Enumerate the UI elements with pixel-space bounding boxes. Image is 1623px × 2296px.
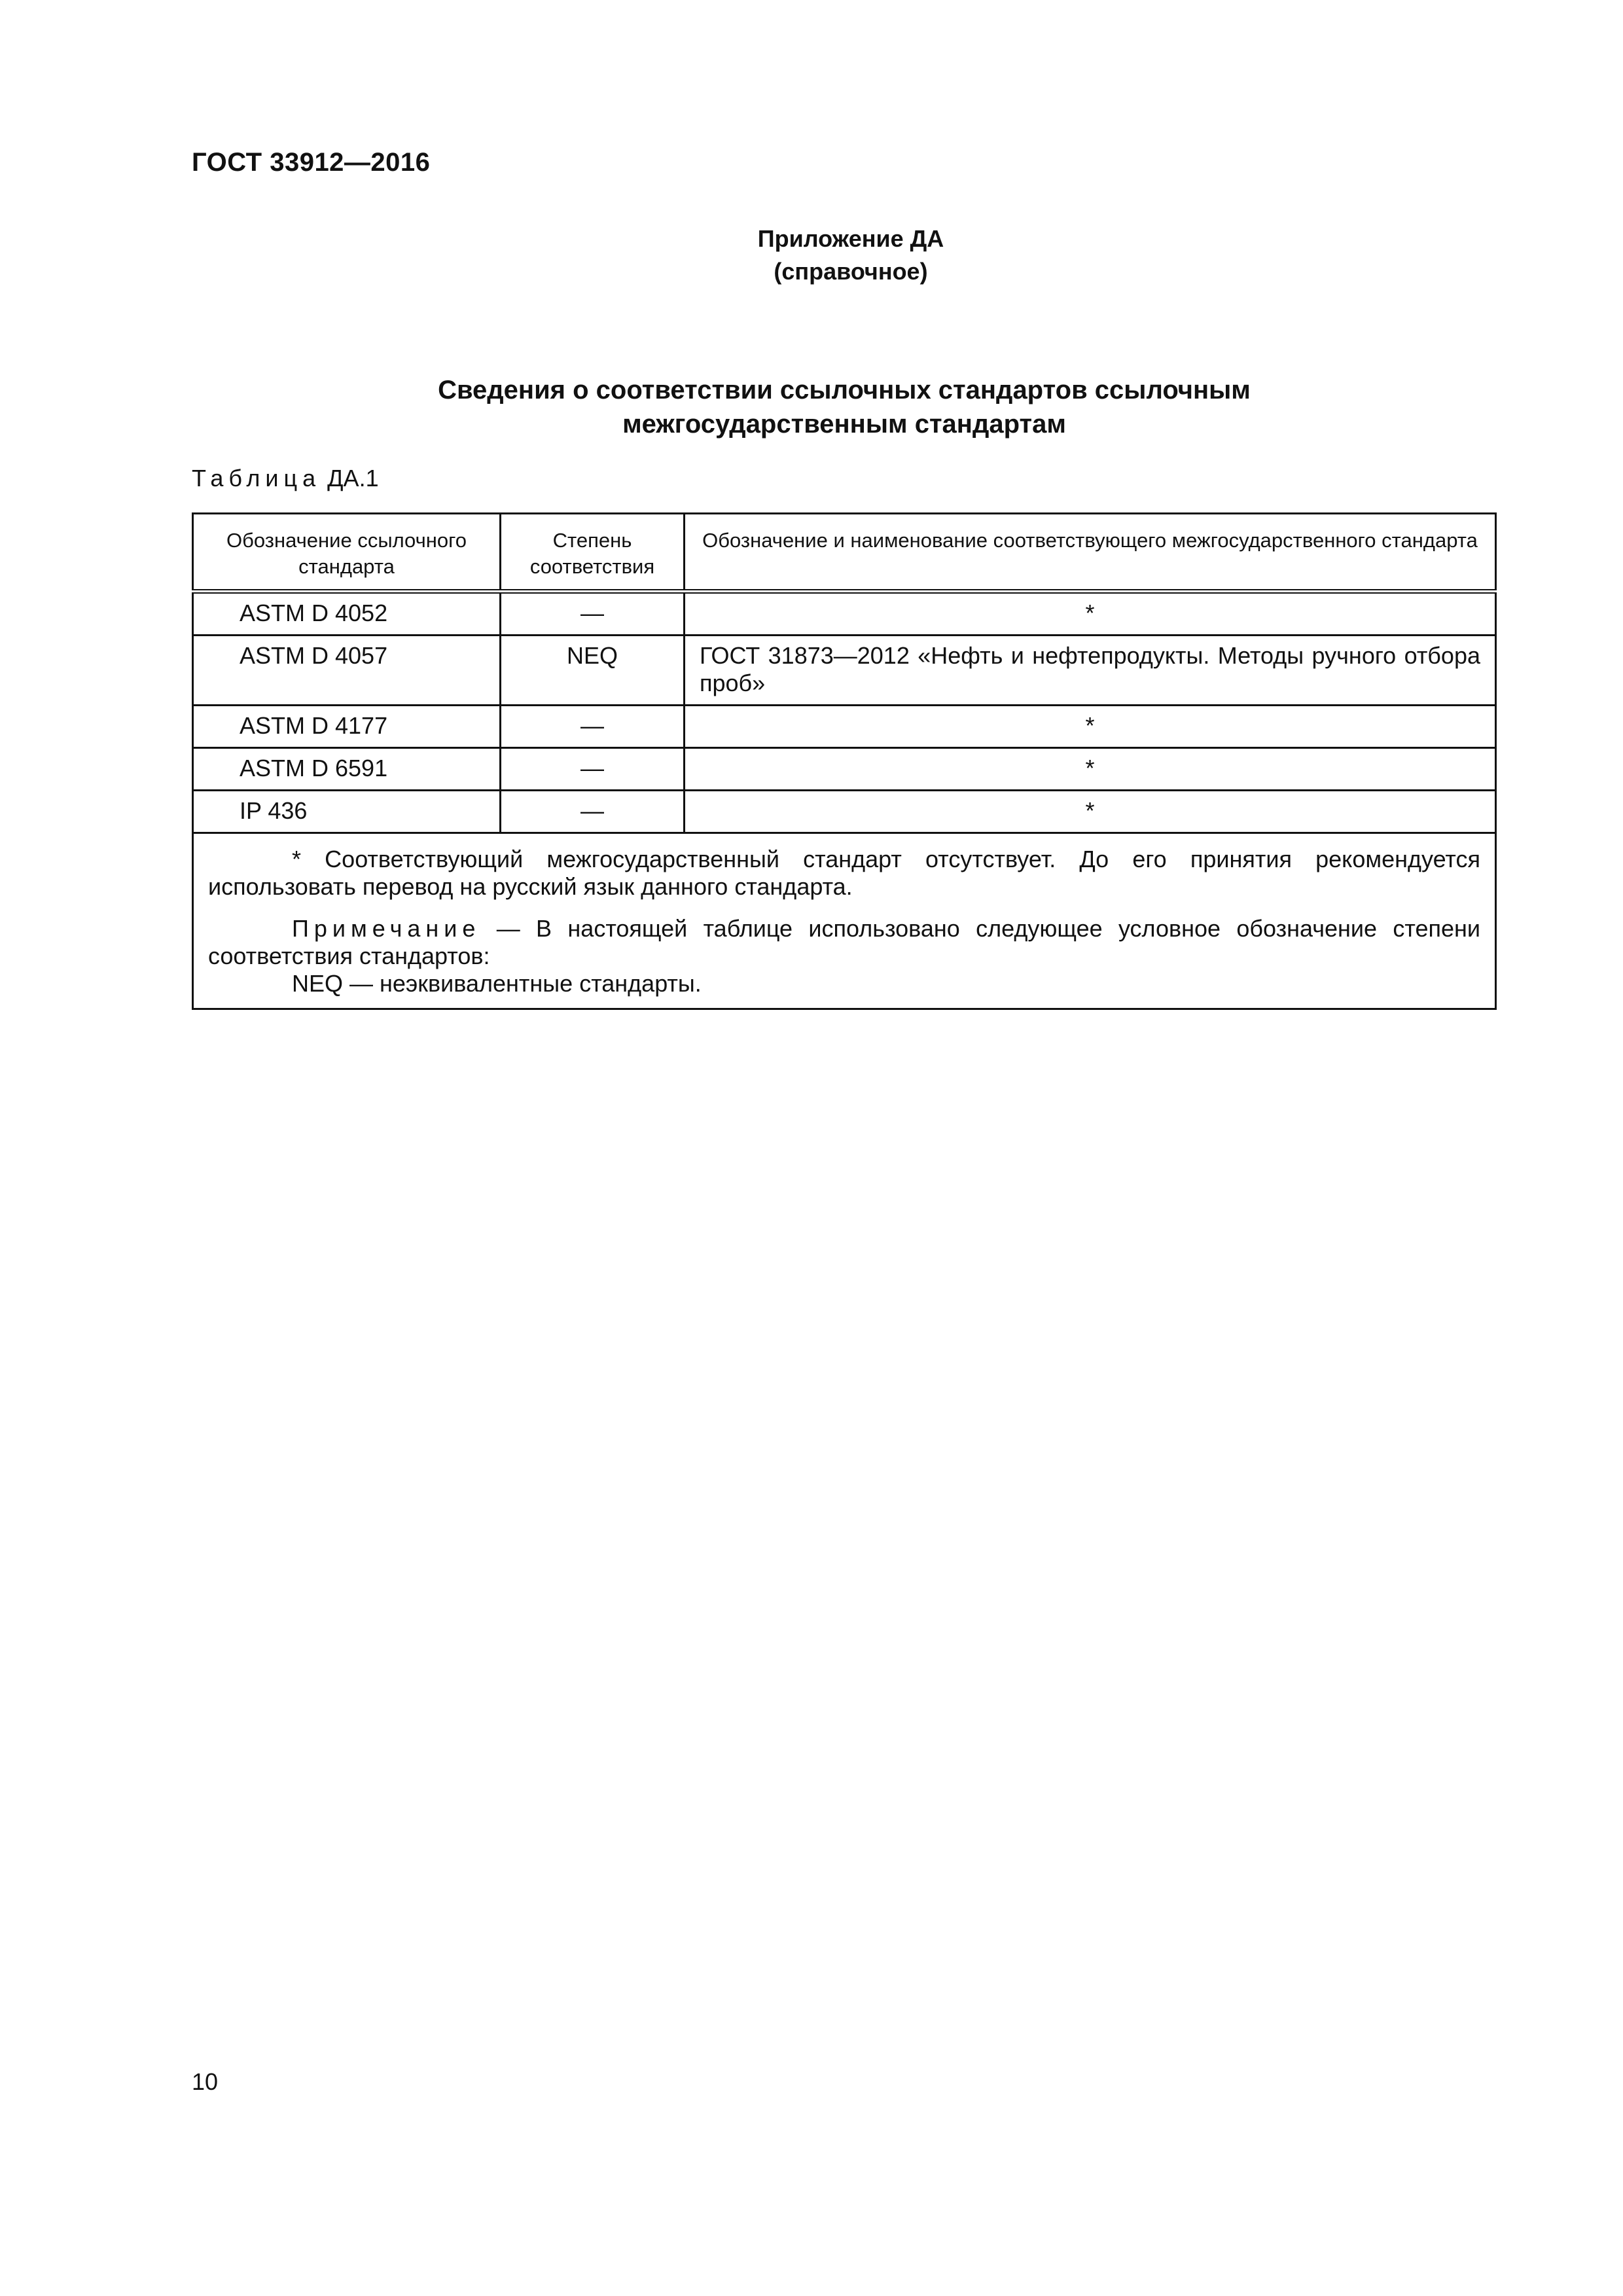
cell-code: IP 436 [193,791,501,833]
table-row [193,636,1496,706]
note-paragraph [208,915,1480,970]
section-title-line-1: Сведения о соответствии ссылочных стандартов ссылочным [438,376,1251,404]
cell-degree: NEQ [501,636,685,706]
appendix-title: Приложение ДА [757,225,944,252]
cell-name: * [685,748,1496,791]
section-title [192,373,1497,441]
cell-name: * [685,791,1496,833]
table-caption [192,465,379,492]
cell-degree: — [501,791,685,833]
cell-degree: — [501,748,685,791]
note-label: Примечание [292,915,481,942]
table-row [193,791,1496,833]
note-text: — В настоящей таблице использовано следующее условное обозначение степени соответствия стандартов: [208,915,1480,969]
cell-code: ASTM D 4177 [193,706,501,748]
footnote-text: * Соответствующий межгосударственный стандарт отсутствует. До его принятия рекомендуется использовать перевод на русский язык данного стандарта. [208,846,1480,900]
document-code: ГОСТ 33912—2016 [192,148,431,177]
table-caption-label: Таблица [192,465,321,492]
cell-name: ГОСТ 31873—2012 «Нефть и нефтепродукты. Методы ручного отбора проб» [685,636,1496,706]
table-footnote [193,833,1496,1009]
table-row [193,748,1496,791]
standards-table [192,512,1497,1010]
cell-name: * [685,592,1496,636]
table-caption-number: ДА.1 [327,465,379,492]
cell-code: ASTM D 4052 [193,592,501,636]
header-interstate-standard: Обозначение и наименование соответствующего межгосударственного стандарта [685,514,1496,592]
cell-name: * [685,706,1496,748]
appendix-heading [0,223,1623,288]
page-number: 10 [192,2068,219,2095]
cell-degree: — [501,706,685,748]
table-header-row [193,514,1496,592]
appendix-subtitle: (справочное) [774,258,928,285]
section-title-line-2: межгосударственным стандартам [622,410,1066,439]
cell-degree: — [501,592,685,636]
table-footnote-row [193,833,1496,1009]
header-degree-of-conformity: Степень соответствия [501,514,685,592]
table-row [193,706,1496,748]
cell-code: ASTM D 6591 [193,748,501,791]
header-reference-standard: Обозначение ссылочного стандарта [193,514,501,592]
cell-code: ASTM D 4057 [193,636,501,706]
table-row [193,592,1496,636]
note-item: NEQ — неэквивалентные стандарты. [292,970,702,997]
